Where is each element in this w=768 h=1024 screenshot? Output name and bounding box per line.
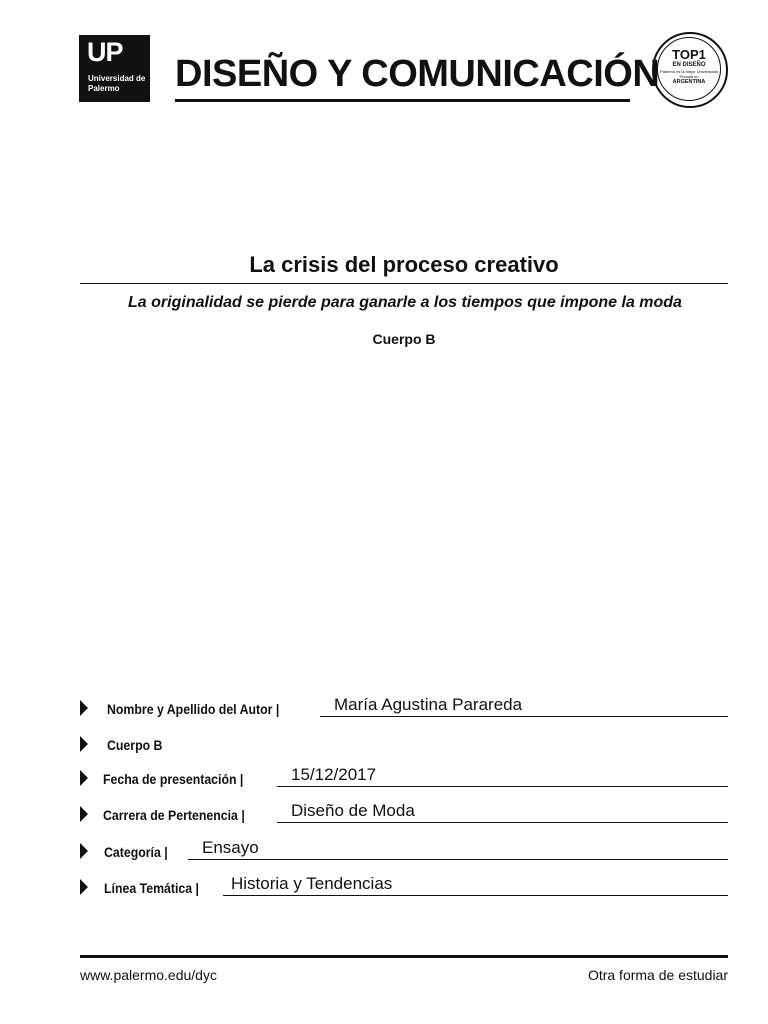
category-label: Categoría |: [104, 844, 168, 860]
document-group: Cuerpo B: [372, 331, 436, 347]
form-row-theme: [78, 875, 728, 899]
header-divider: [175, 99, 630, 102]
form-row-group: [78, 732, 728, 756]
arrow-icon: [80, 700, 88, 716]
theme-label: Línea Temática |: [104, 880, 199, 896]
form-row-category: [78, 839, 728, 863]
footer-divider: [80, 955, 728, 958]
title-divider: [80, 283, 728, 284]
document-subtitle: La originalidad se pierde para ganarle a los tiempos que impone la moda: [128, 294, 682, 311]
form-row-author: [78, 696, 728, 720]
theme-field[interactable]: [223, 875, 728, 896]
footer-motto: Otra forma de estudiar: [587, 967, 728, 983]
author-value: María Agustina Parareda: [334, 695, 523, 714]
date-label: Fecha de presentación |: [103, 771, 244, 787]
form-row-date: [78, 766, 728, 790]
logo-mark: UP: [87, 37, 123, 67]
seal-line2: EN DISEÑO: [672, 62, 706, 68]
career-label: Carrera de Pertenencia |: [103, 807, 245, 823]
date-field[interactable]: [277, 766, 728, 787]
seal-top1: TOP1: [672, 47, 706, 62]
footer-url: www.palermo.edu/dyc: [80, 967, 217, 983]
arrow-icon: [80, 879, 88, 895]
theme-value: Historia y Tendencias: [231, 874, 393, 893]
logo-name: Universidad de Palermo: [88, 74, 146, 93]
arrow-icon: [80, 806, 88, 822]
career-value: Diseño de Moda: [291, 801, 415, 820]
document-title: La crisis del proceso creativo: [249, 252, 559, 277]
seal-line3: Palermo es la mejor Universidad Privada en: [660, 69, 718, 79]
date-value: 15/12/2017: [291, 765, 377, 784]
category-field[interactable]: [188, 839, 728, 860]
university-logo: [79, 35, 150, 102]
department-title: DISEÑO Y COMUNICACIÓN: [175, 53, 660, 95]
form-row-career: [78, 802, 728, 826]
category-value: Ensayo: [202, 838, 259, 857]
arrow-icon: [80, 843, 88, 859]
author-label: Nombre y Apellido del Autor |: [107, 701, 280, 717]
group-label: Cuerpo B: [107, 737, 163, 753]
seal-line4: ARGENTINA: [672, 79, 706, 85]
career-field[interactable]: [277, 802, 728, 823]
arrow-icon: [80, 770, 88, 786]
author-field[interactable]: [320, 696, 728, 717]
top1-seal: [652, 32, 728, 108]
arrow-icon: [80, 736, 88, 752]
